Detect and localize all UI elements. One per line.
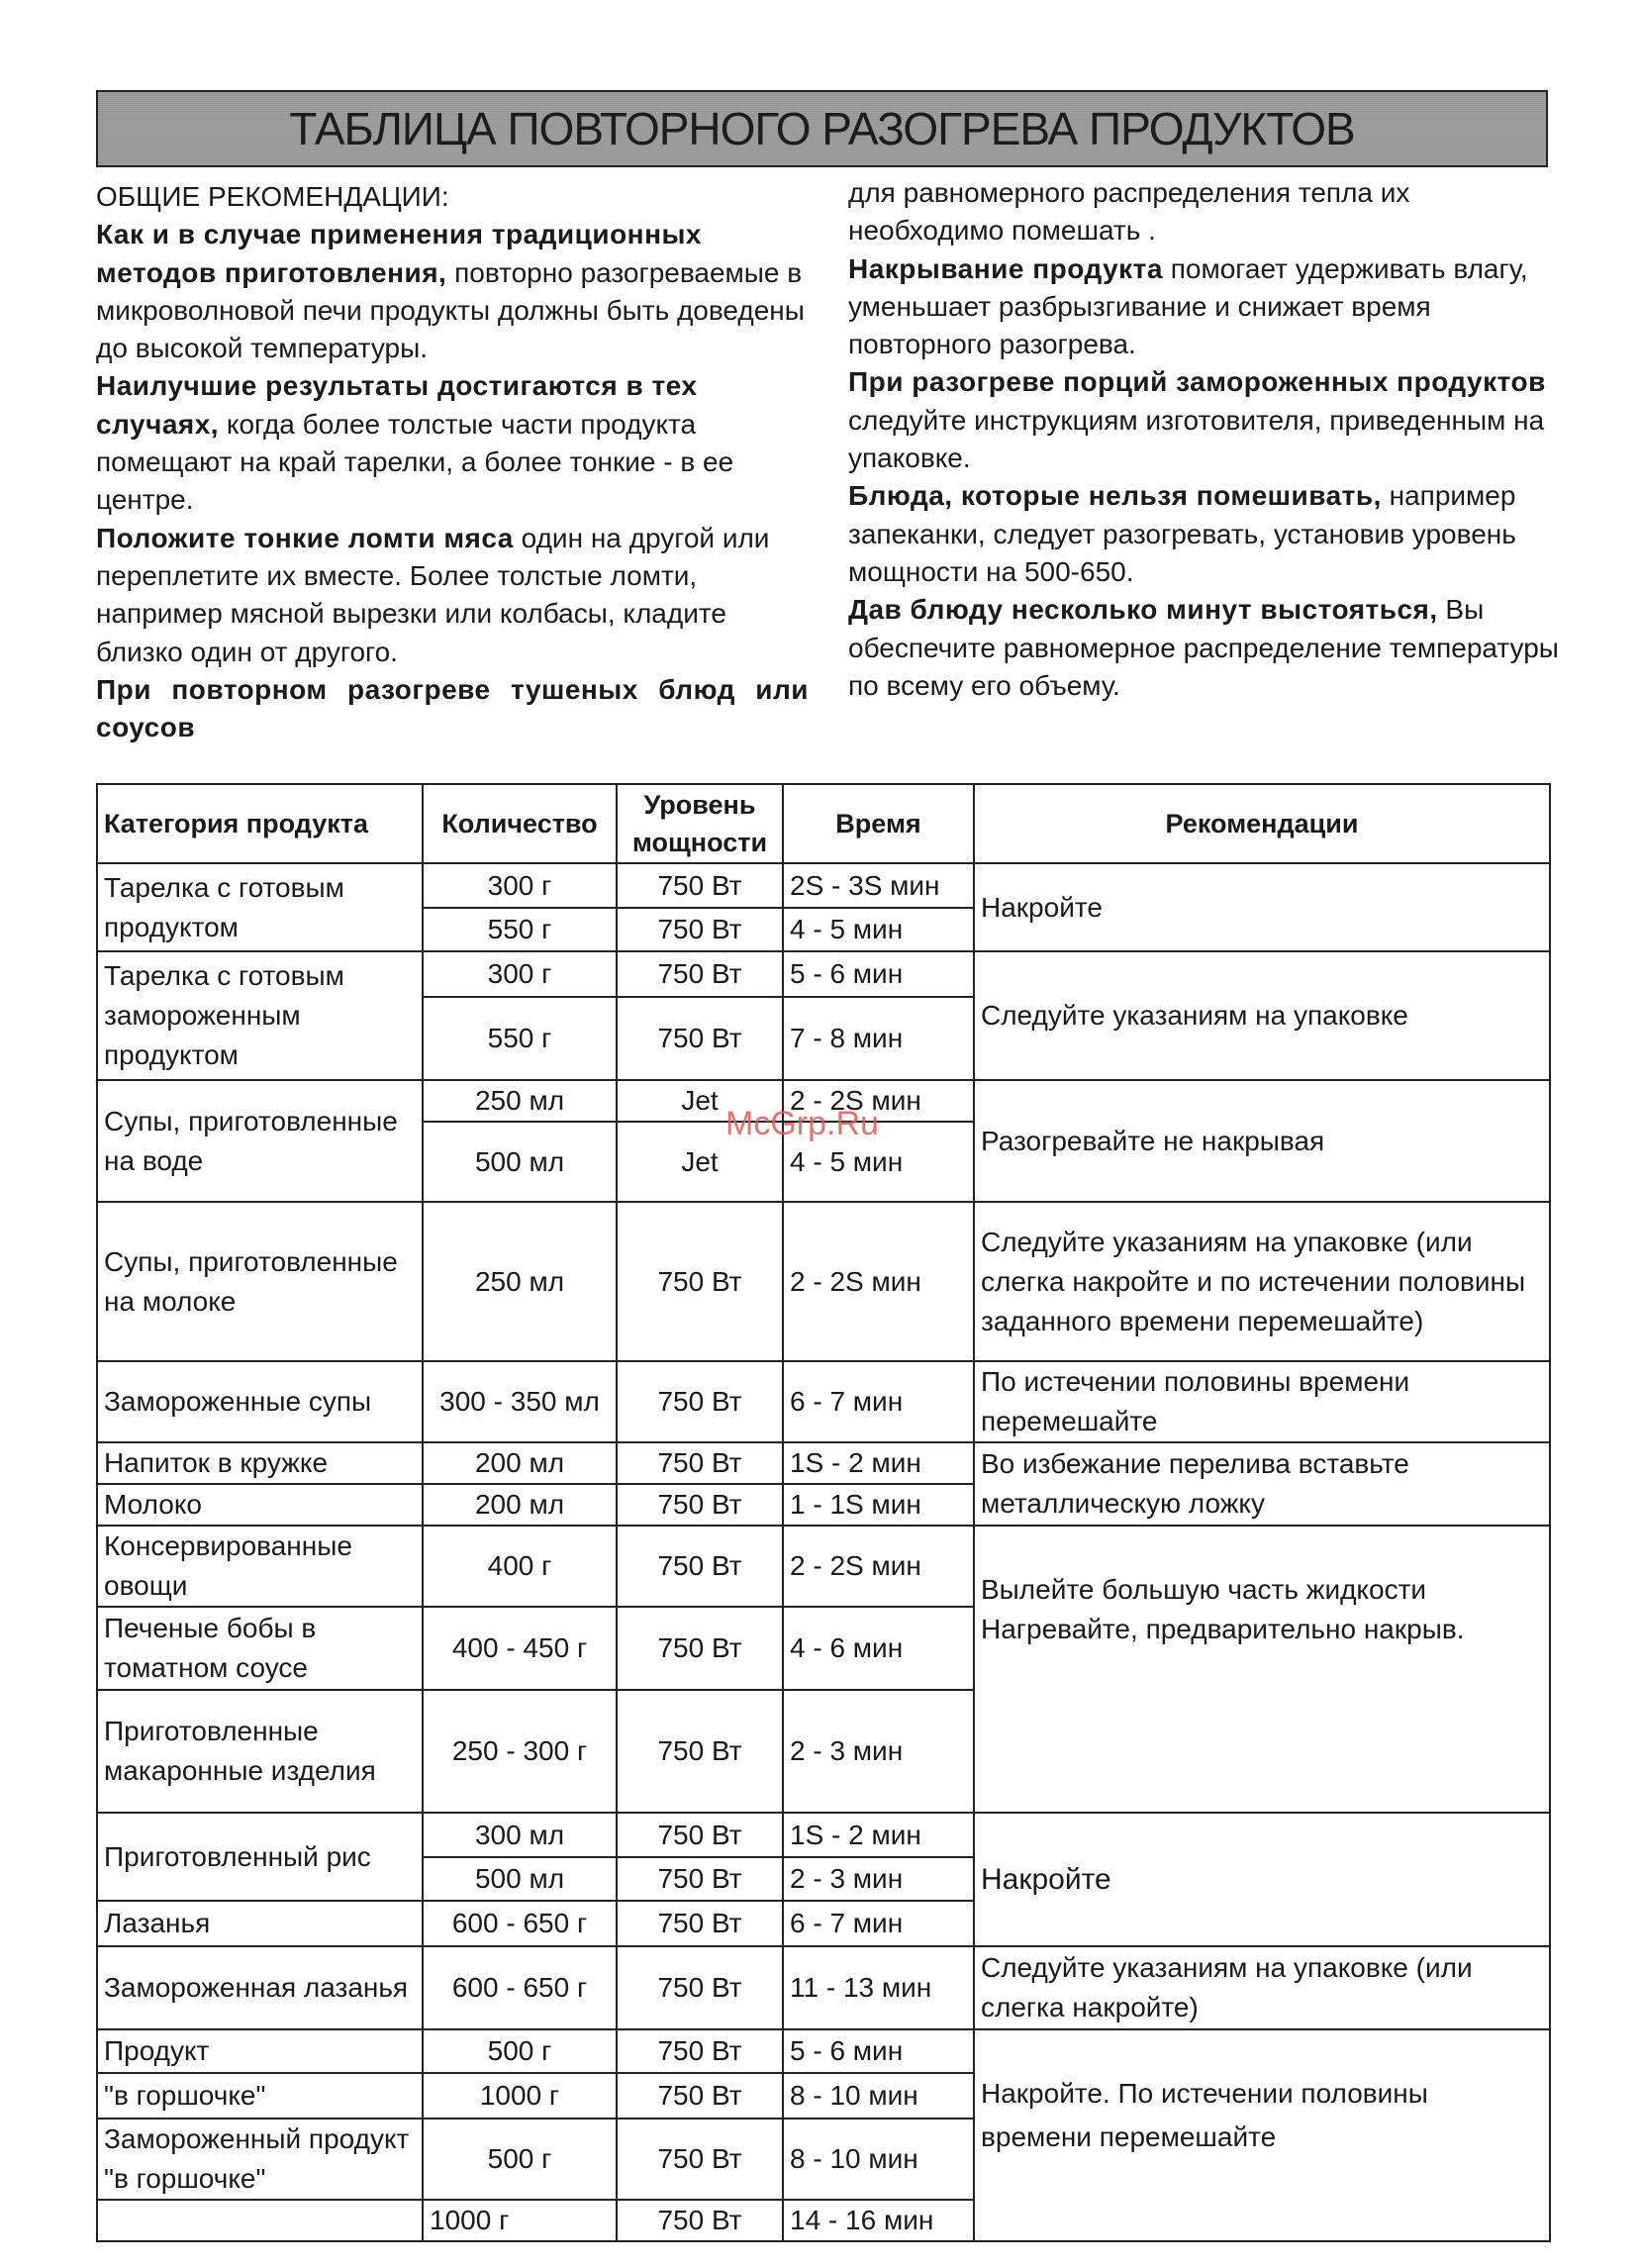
intro-p5-text: помогает удерживать влагу, уменьшает разбрызгивание и снижает время повторного разогрева.	[848, 252, 1528, 360]
intro-paragraph-1	[96, 216, 809, 367]
cell-time: 7 - 8 мин	[783, 997, 974, 1080]
cell-category: Супы, приготовленные на воде	[97, 1080, 423, 1202]
cell-category: Замороженная лазанья	[97, 1946, 423, 2029]
intro-p4-bold: При повторном разогреве тушеных блюд или соусов	[96, 673, 809, 743]
cell-category-empty	[97, 2200, 423, 2241]
intro-paragraph-8	[848, 591, 1561, 705]
intro-left-column	[96, 178, 809, 746]
cell-time: 11 - 13 мин	[783, 1946, 974, 2029]
cell-time: 1S - 2 мин	[783, 1442, 974, 1484]
intro-p3-text: один на другой или переплетите их вместе. Более толстые ломти, например мясной вырезки или колбасы, кладите близко один от другого.	[96, 522, 770, 667]
cell-power: 750 Вт	[617, 1484, 783, 1526]
intro-right-column	[848, 174, 1561, 705]
cell-time: 8 - 10 мин	[783, 2119, 974, 2200]
intro-paragraph-6	[848, 363, 1561, 477]
cell-quantity: 550 г	[423, 997, 617, 1080]
cell-power: 750 Вт	[617, 2029, 783, 2073]
cell-time: 6 - 7 мин	[783, 1901, 974, 1946]
cell-quantity: 400 г	[423, 1526, 617, 1607]
cell-quantity: 1000 г	[423, 2200, 617, 2241]
cell-quantity: 200 мл	[423, 1442, 617, 1484]
intro-p5-bold: Накрывание продукта	[848, 252, 1163, 284]
cell-quantity: 200 мл	[423, 1484, 617, 1526]
cell-power: 750 Вт	[617, 951, 783, 997]
cell-category: Молоко	[97, 1484, 423, 1526]
cell-recommendation: Накройте. По истечении половины времени перемешайте	[974, 2029, 1550, 2241]
intro-paragraph-4-cont	[848, 174, 1561, 250]
intro-p1-bold: Как и в случае применения традиционных методов приготовления,	[96, 219, 702, 288]
table-row	[97, 1813, 1550, 1857]
intro-heading: ОБЩИЕ РЕКОМЕНДАЦИИ:	[96, 181, 449, 212]
cell-category: "в горшочке"	[97, 2073, 423, 2119]
table-row	[97, 2029, 1550, 2073]
cell-power: 750 Вт	[617, 1690, 783, 1813]
cell-category: Продукт	[97, 2029, 423, 2073]
header-category: Категория продукта	[97, 784, 423, 863]
cell-power: 750 Вт	[617, 1857, 783, 1901]
cell-time: 2 - 3 мин	[783, 1857, 974, 1901]
intro-paragraph-2	[96, 367, 809, 519]
cell-power: 750 Вт	[617, 1442, 783, 1484]
cell-power: 750 Вт	[617, 1813, 783, 1857]
intro-p2-text: когда более толстые части продукта помещают на край тарелки, а более тонкие - в ее центре.	[96, 408, 734, 516]
cell-category: Приготовленные макаронные изделия	[97, 1690, 423, 1813]
watermark: McGrp.Ru	[725, 1105, 879, 1142]
header-power: Уровень мощности	[617, 784, 783, 863]
cell-recommendation: Следуйте указаниям на упаковке (или слегка накройте и по истечении половины заданного времени перемешайте)	[974, 1202, 1550, 1361]
cell-recommendation: Следуйте указаниям на упаковке	[974, 951, 1550, 1080]
cell-time: 4 - 5 мин	[783, 908, 974, 951]
cell-time: 2S - 3S мин	[783, 863, 974, 908]
cell-recommendation: Накройте	[974, 1813, 1550, 1946]
cell-quantity: 600 - 650 г	[423, 1901, 617, 1946]
intro-p7-text: например запеканки, следует разогревать, установив уровень мощности на 500-650.	[848, 480, 1516, 587]
cell-category: Супы, приготовленные на молоке	[97, 1202, 423, 1361]
cell-time: 1 - 1S мин	[783, 1484, 974, 1526]
intro-p4-text: для равномерного распределения тепла их необходимо помешать .	[848, 177, 1410, 247]
cell-quantity: 300 г	[423, 863, 617, 908]
intro-p1-text: повторно разогреваемые в микроволновой печи продукты должны быть доведены до высокой температуры.	[96, 256, 805, 364]
cell-power: 750 Вт	[617, 2119, 783, 2200]
header-quantity: Количество	[423, 784, 617, 863]
table-row	[97, 1946, 1550, 2029]
cell-power: 750 Вт	[617, 863, 783, 908]
cell-recommendation: Разогревайте не накрывая	[974, 1080, 1550, 1202]
cell-quantity: 400 - 450 г	[423, 1607, 617, 1690]
cell-time: 6 - 7 мин	[783, 1361, 974, 1442]
cell-power: 750 Вт	[617, 908, 783, 951]
cell-category: Тарелка с готовым продуктом	[97, 863, 423, 951]
intro-paragraph-3	[96, 520, 809, 671]
cell-time: 5 - 6 мин	[783, 2029, 974, 2073]
cell-power: 750 Вт	[617, 1607, 783, 1690]
cell-quantity: 300 г	[423, 951, 617, 997]
recommendation-line: Вылейте большую часть жидкости	[981, 1574, 1427, 1605]
intro-p6-text: следуйте инструкциям изготовителя, приведенным на упаковке.	[848, 404, 1545, 474]
cell-category: Консервированные овощи	[97, 1526, 423, 1607]
cell-quantity: 250 мл	[423, 1080, 617, 1122]
table-row	[97, 1442, 1550, 1484]
cell-quantity: 300 - 350 мл	[423, 1361, 617, 1442]
reheat-table	[96, 783, 1551, 2242]
cell-category: Печеные бобы в томатном соусе	[97, 1607, 423, 1690]
table-row	[97, 1361, 1550, 1442]
cell-recommendation: Накройте	[974, 863, 1550, 951]
cell-category: Приготовленный рис	[97, 1813, 423, 1901]
intro-paragraph-7	[848, 477, 1561, 591]
intro-p2-bold: Наилучшие результаты достигаются в тех случаях,	[96, 370, 698, 440]
cell-power: 750 Вт	[617, 997, 783, 1080]
cell-power: Jet	[617, 1080, 783, 1122]
intro-p3-bold: Положите тонкие ломти мяса	[96, 522, 514, 553]
cell-category: Лазанья	[97, 1901, 423, 1946]
cell-time: 2 - 2S мин	[783, 1202, 974, 1361]
cell-time: 2 - 2S мин	[783, 1080, 974, 1122]
cell-category: Напиток в кружке	[97, 1442, 423, 1484]
cell-power: 750 Вт	[617, 1901, 783, 1946]
intro-p8-text: Вы обеспечите равномерное распределение температуры по всему его объему.	[848, 594, 1559, 701]
cell-time: 4 - 5 мин	[783, 1122, 974, 1202]
cell-power: 750 Вт	[617, 1202, 783, 1361]
cell-power: Jet	[617, 1122, 783, 1202]
cell-quantity: 500 г	[423, 2029, 617, 2073]
cell-recommendation: Во избежание перелива вставьте металлическую ложку	[974, 1442, 1550, 1526]
cell-quantity: 550 г	[423, 908, 617, 951]
cell-time: 2 - 2S мин	[783, 1526, 974, 1607]
cell-time: 4 - 6 мин	[783, 1607, 974, 1690]
cell-time: 1S - 2 мин	[783, 1813, 974, 1857]
header-recommendations: Рекомендации	[974, 784, 1550, 863]
page-title: ТАБЛИЦА ПОВТОРНОГО РАЗОГРЕВА ПРОДУКТОВ	[289, 103, 1355, 154]
cell-quantity: 1000 г	[423, 2073, 617, 2119]
table-row	[97, 1526, 1550, 1607]
intro-paragraph-4	[96, 671, 809, 747]
intro-paragraph-5	[848, 250, 1561, 364]
cell-power: 750 Вт	[617, 1361, 783, 1442]
cell-category: Замороженный продукт "в горшочке"	[97, 2119, 423, 2200]
header-time: Время	[783, 784, 974, 863]
cell-quantity: 500 г	[423, 2119, 617, 2200]
cell-time: 2 - 3 мин	[783, 1690, 974, 1813]
cell-time: 8 - 10 мин	[783, 2073, 974, 2119]
cell-category: Замороженные супы	[97, 1361, 423, 1442]
page-title-bar	[96, 90, 1548, 167]
intro-p7-bold: Блюда, которые нельзя помешивать,	[848, 480, 1382, 512]
cell-power: 750 Вт	[617, 2073, 783, 2119]
cell-recommendation	[974, 1526, 1550, 1813]
cell-quantity: 300 мл	[423, 1813, 617, 1857]
cell-power: 750 Вт	[617, 1946, 783, 2029]
cell-time: 5 - 6 мин	[783, 951, 974, 997]
table-header-row	[97, 784, 1550, 863]
cell-quantity: 250 - 300 г	[423, 1690, 617, 1813]
table-row	[97, 951, 1550, 997]
cell-recommendation: По истечении половины времени перемешайте	[974, 1361, 1550, 1442]
cell-quantity: 500 мл	[423, 1857, 617, 1901]
cell-recommendation: Следуйте указаниям на упаковке (или слегка накройте)	[974, 1946, 1550, 2029]
cell-power: 750 Вт	[617, 2200, 783, 2241]
cell-quantity: 250 мл	[423, 1202, 617, 1361]
cell-category: Тарелка с готовым замороженным продуктом	[97, 951, 423, 1080]
table-row	[97, 1202, 1550, 1361]
cell-quantity: 500 мл	[423, 1122, 617, 1202]
cell-power: 750 Вт	[617, 1526, 783, 1607]
table-row	[97, 863, 1550, 908]
intro-p6-bold: При разогреве порций замороженных продуктов	[848, 366, 1546, 398]
intro-p8-bold: Дав блюду несколько минут выстояться,	[848, 594, 1438, 626]
recommendation-line: Нагревайте, предварительно накрыв.	[981, 1614, 1465, 1644]
cell-time: 14 - 16 мин	[783, 2200, 974, 2241]
cell-quantity: 600 - 650 г	[423, 1946, 617, 2029]
